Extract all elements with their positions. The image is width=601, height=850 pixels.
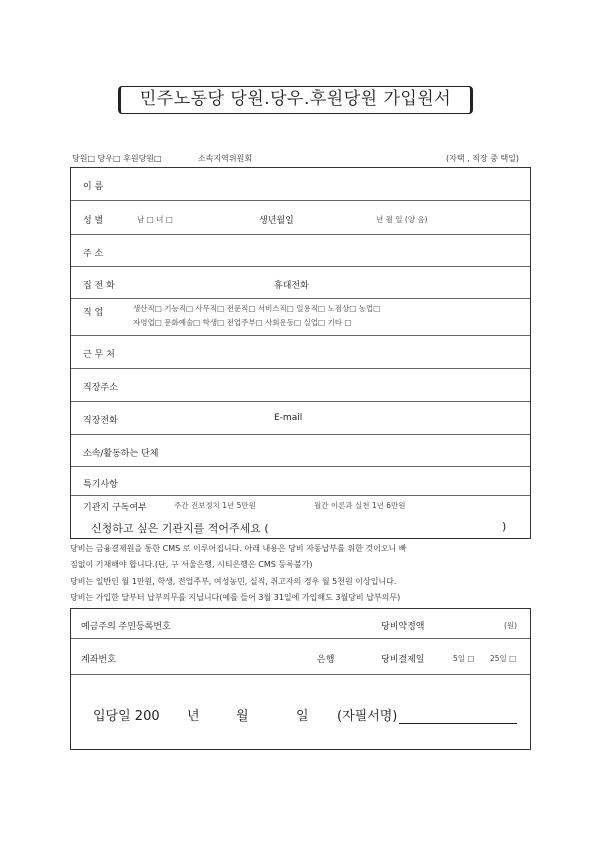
email-label: E-mail [274,413,303,423]
join-date-row[interactable] [71,675,530,749]
job-options-line2[interactable]: 자영업□ 문화예술□ 학생□ 전업주부□ 사회운동□ 실업□ 기타 □ [133,318,352,327]
name-label: 이 름 [83,182,104,192]
contact-choice-note: (자택 , 직장 중 택일) [446,154,520,163]
member-type-checkboxes[interactable]: 당원□ 당우□ 후원당원□ [72,154,162,163]
account-row[interactable] [71,639,530,675]
depositor-row[interactable] [71,609,530,639]
region-committee-label: 소속지역위원회 [198,154,253,163]
pay-day-5-checkbox[interactable]: 5일 □ [453,654,475,663]
subscription-option-monthly[interactable]: 월간 이론과 실천 1년 6만원 [314,501,406,510]
job-row[interactable] [71,299,530,336]
mobile-label: 휴대전화 [274,281,309,291]
work-address-label: 직장주소 [83,383,118,393]
subscription-option-weekly[interactable]: 주간 진보정치 1년 5만원 [174,501,256,510]
name-row[interactable] [71,168,530,201]
join-day-label: 일 [296,709,309,724]
account-label: 계좌번호 [81,655,116,665]
gender-checkboxes[interactable]: 남 □ 녀 □ [137,215,173,224]
home-phone-label: 집 전 화 [83,281,115,291]
subscription-row[interactable] [71,496,530,539]
signature-line [399,711,517,724]
workplace-row[interactable] [71,336,530,369]
subscription-request-close: ) [502,520,507,533]
special-skills-label: 특기사항 [83,480,118,490]
fee-pledge-label: 당비약정액 [381,622,425,632]
payment-form [70,608,531,750]
special-skills-row[interactable] [71,467,530,496]
notice-line-2: 짐없이 기재해야 합니다.(단, 구 서울은행, 시티은행은 CMS 등록불가) [70,560,313,569]
applicant-form [70,167,531,539]
signature-field[interactable] [337,705,517,724]
workplace-label: 근 무 처 [83,350,115,360]
pay-day-25-checkbox[interactable]: 25일 □ [490,654,517,663]
depositor-id-label: 예금주의 주민등록번호 [81,622,171,632]
notice-line-4: 당비는 가입한 달부터 납부의무를 지닙니다(예를 들어 3월 31일에 가입해도 3월당비 납부의무) [70,593,401,602]
join-month-label: 월 [236,709,249,724]
job-options-line1[interactable]: 생산직□ 기능직□ 사무직□ 전문직□ 서비스직□ 일용직□ 노점상□ 농업□ [133,304,381,313]
bank-label: 은행 [317,655,335,665]
address-row[interactable] [71,235,530,267]
birth-format: 년 월 일 (양 음) [376,215,428,224]
work-phone-row[interactable] [71,402,530,435]
pay-day-label: 당비결제일 [381,655,425,665]
organization-row[interactable] [71,435,530,467]
work-phone-label: 직장전화 [83,416,118,426]
signature-label: (자필서명) [337,709,398,724]
phone-row[interactable] [71,267,530,299]
notice-line-1: 당비는 금융결제원을 통한 CMS 로 이루어집니다. 아래 내용은 당비 자동납부를 위한 것이오니 빠 [70,544,407,553]
page-title: 민주노동당 당원.당우.후원당원 가입원서 [118,86,473,114]
gender-label: 성 별 [83,216,104,226]
organization-label: 소속/활동하는 단체 [83,449,159,459]
subscription-label: 기관지 구독여부 [83,503,147,513]
subscription-request-text: 신청하고 싶은 기관지를 적어주세요 ( [91,522,269,535]
join-date-prefix: 입당일 200 [93,709,160,724]
notice-line-3: 당비는 일반인 월 1만원, 학생, 전업주부, 여성농민, 실직, 취고자의 경우 월 5천원 이상입니다. [70,577,397,586]
join-year-label: 년 [187,709,200,724]
won-unit: (원) [504,621,518,630]
gender-birth-row[interactable] [71,201,530,235]
address-label: 주 소 [83,249,104,259]
job-label: 직 업 [83,308,104,318]
birth-label: 생년월일 [259,216,294,226]
work-address-row[interactable] [71,369,530,402]
